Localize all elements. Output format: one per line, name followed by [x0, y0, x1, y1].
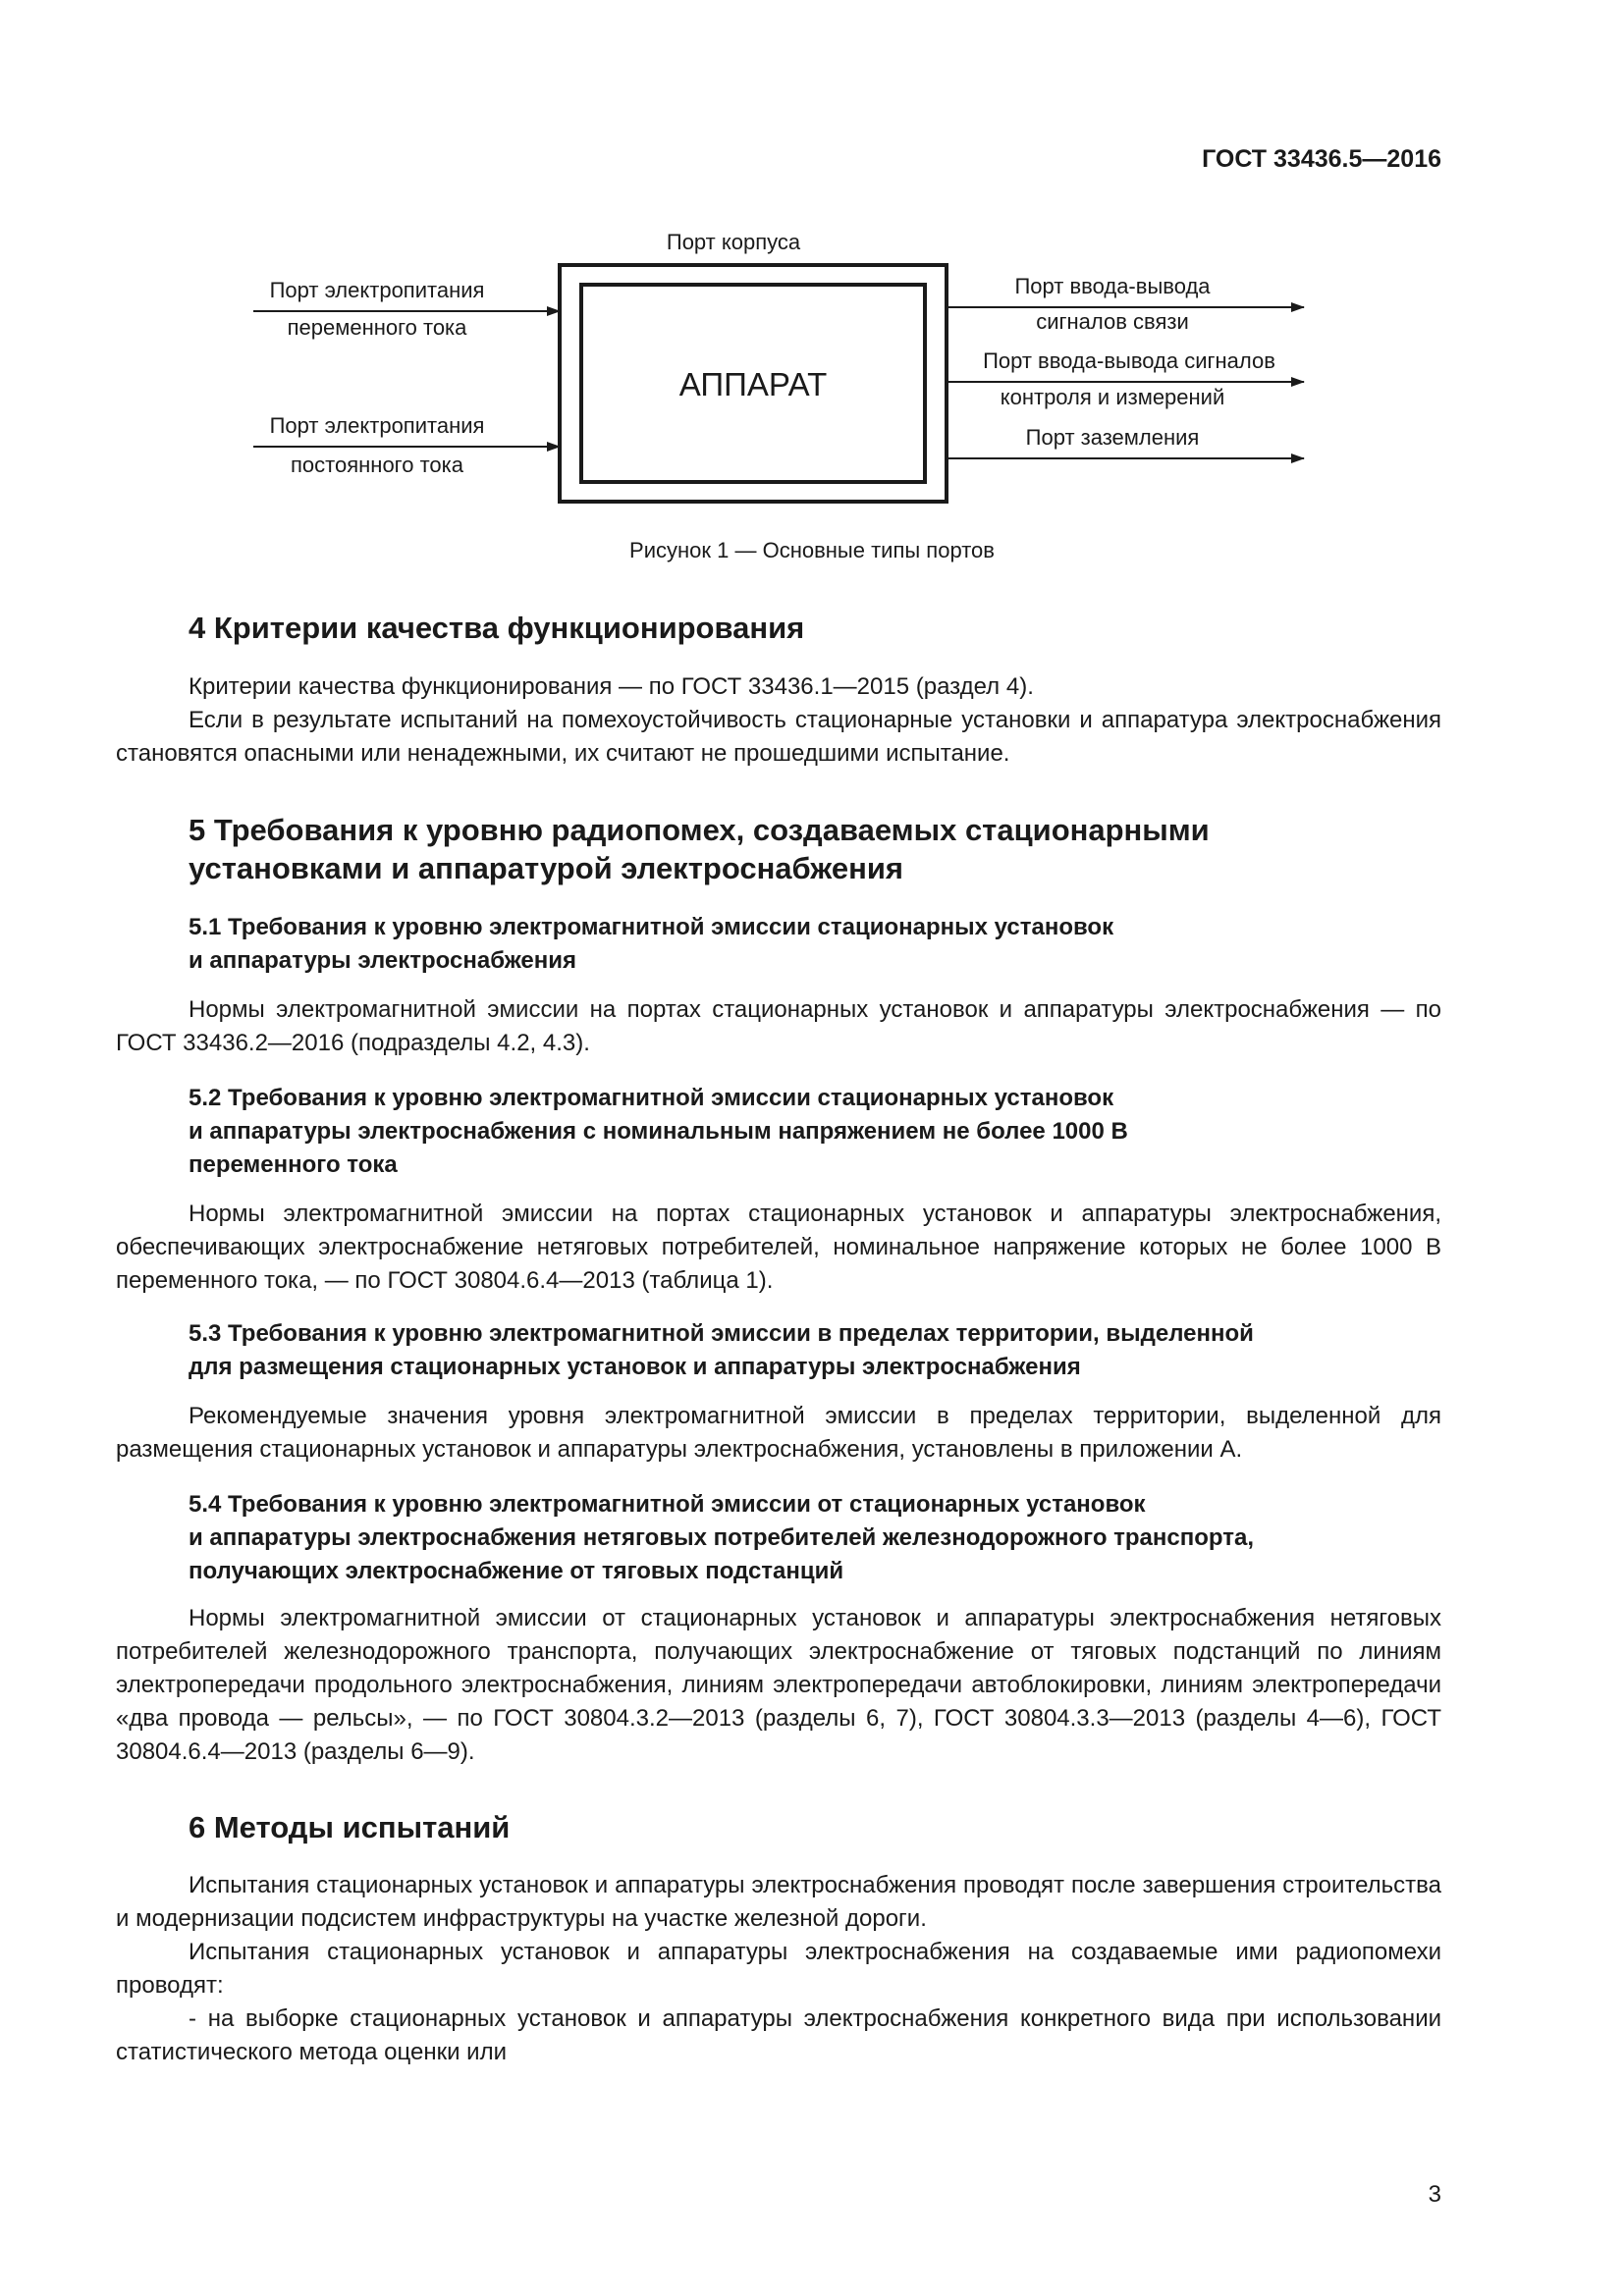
page-number: 3: [1428, 2181, 1441, 2208]
section-4-heading: [189, 609, 1441, 647]
port-diagram: [0, 0, 1624, 530]
subsection-heading-line: 5.4 Требования к уровню электромагнитной эмиссии от стационарных установок: [189, 1491, 1146, 1518]
paragraph: Критерии качества функционирования — по ГОСТ 33436.1—2015 (раздел 4).: [189, 673, 1034, 700]
comm-io-port-label-1: Порт ввода-вывода: [1014, 274, 1211, 298]
subsection-heading-line: 5.3 Требования к уровню электромагнитной эмиссии в пределах территории, выделенной: [189, 1320, 1254, 1347]
section-6-body: [116, 1869, 1441, 2069]
apparatus-label: АППАРАТ: [678, 366, 828, 402]
ac-power-port-label-2: переменного тока: [287, 315, 467, 340]
standard-id: ГОСТ 33436.5—2016: [1202, 145, 1441, 173]
ground-port-label: Порт заземления: [1025, 425, 1200, 450]
subsection-5-1-body: [116, 993, 1441, 1060]
subsection-heading-line: переменного тока: [189, 1151, 398, 1178]
subsection-5-4-heading: [189, 1488, 1441, 1588]
section-heading: 4 Критерии качества функционирования: [189, 611, 805, 645]
housing-port-label: Порт корпуса: [666, 230, 801, 254]
subsection-5-4-body: [116, 1602, 1441, 1769]
control-io-port-label-2: контроля и измерений: [1000, 385, 1225, 409]
dc-power-port-label-1: Порт электропитания: [269, 413, 485, 438]
subsection-heading-line: и аппаратуры электроснабжения нетяговых потребителей железнодорожного транспорта,: [189, 1524, 1255, 1551]
subsection-5-3-heading: [189, 1317, 1441, 1384]
subsection-heading-line: и аппаратуры электроснабжения с номинальным напряжением не более 1000 В: [189, 1118, 1128, 1145]
subsection-5-2-body: [116, 1198, 1441, 1298]
paragraph: Рекомендуемые значения уровня электромагнитной эмиссии в пределах территории, выделенной для размещения стационарных установок и аппаратуры электроснабжения, установлены в приложении А.: [116, 1403, 1441, 1463]
ac-power-port-label-1: Порт электропитания: [269, 278, 485, 302]
paragraph: Нормы электромагнитной эмиссии на портах стационарных установок и аппаратуры электроснабжения, обеспечивающих электроснабжение нетяговых потребителей, номинальное напряжение которых не более 1000 В переменного тока, — по ГОСТ 30804.6.4—2013 (таблица 1).: [116, 1201, 1441, 1294]
paragraph: Испытания стационарных установок и аппаратуры электроснабжения проводят после завершения строительства и модернизации подсистем инфраструктуры на участке железной дороги.: [116, 1872, 1441, 1932]
comm-io-port-label-2: сигналов связи: [1036, 309, 1189, 334]
subsection-heading-line: 5.1 Требования к уровню электромагнитной эмиссии стационарных установок: [189, 914, 1114, 940]
list-item: - на выборке стационарных установок и аппаратуры электроснабжения конкретного вида при использовании статистического метода оценки или: [116, 2005, 1441, 2065]
section-4-body: [116, 670, 1441, 771]
paragraph: Нормы электромагнитной эмиссии от стационарных установок и аппаратуры электроснабжения нетяговых потребителей железнодорожного транспорта, получающих электроснабжение от тяговых подстанций по линиям электропередачи продольного электроснабжения, линиям электропередачи автоблокировки, линиям электропередачи «два провода — рельсы», — по ГОСТ 30804.3.2—2013 (разделы 6, 7), ГОСТ 30804.3.3—2013 (разделы 4—6), ГОСТ 30804.6.4—2013 (разделы 6—9).: [116, 1605, 1441, 1765]
subsection-heading-line: и аппаратуры электроснабжения: [189, 947, 577, 974]
section-heading: 6 Методы испытаний: [189, 1810, 511, 1844]
section-heading-line: 5 Требования к уровню радиопомех, создаваемых стационарными: [189, 813, 1210, 847]
subsection-heading-line: получающих электроснабжение от тяговых подстанций: [189, 1558, 844, 1584]
paragraph: Нормы электромагнитной эмиссии на портах стационарных установок и аппаратуры электроснабжения — по ГОСТ 33436.2—2016 (подразделы 4.2, 4.3).: [116, 996, 1441, 1056]
subsection-5-3-body: [116, 1400, 1441, 1467]
control-io-port-label-1: Порт ввода-вывода сигналов: [983, 348, 1275, 373]
section-5-heading: [189, 811, 1441, 887]
figure-caption: Рисунок 1 — Основные типы портов: [629, 538, 995, 562]
paragraph: Если в результате испытаний на помехоустойчивость стационарные установки и аппаратура электроснабжения становятся опасными или ненадежными, их считают не прошедшими испытание.: [116, 707, 1441, 767]
subsection-heading-line: 5.2 Требования к уровню электромагнитной эмиссии стационарных установок: [189, 1085, 1114, 1111]
dc-power-port-label-2: постоянного тока: [291, 453, 463, 477]
paragraph: Испытания стационарных установок и аппаратуры электроснабжения на создаваемые ими радиопомехи проводят:: [116, 1939, 1441, 1999]
section-heading-line: установками и аппаратурой электроснабжения: [189, 851, 903, 885]
subsection-5-1-heading: [189, 911, 1441, 978]
section-6-heading: [189, 1808, 1441, 1846]
subsection-5-2-heading: [189, 1082, 1441, 1182]
subsection-heading-line: для размещения стационарных установок и аппаратуры электроснабжения: [189, 1354, 1081, 1380]
